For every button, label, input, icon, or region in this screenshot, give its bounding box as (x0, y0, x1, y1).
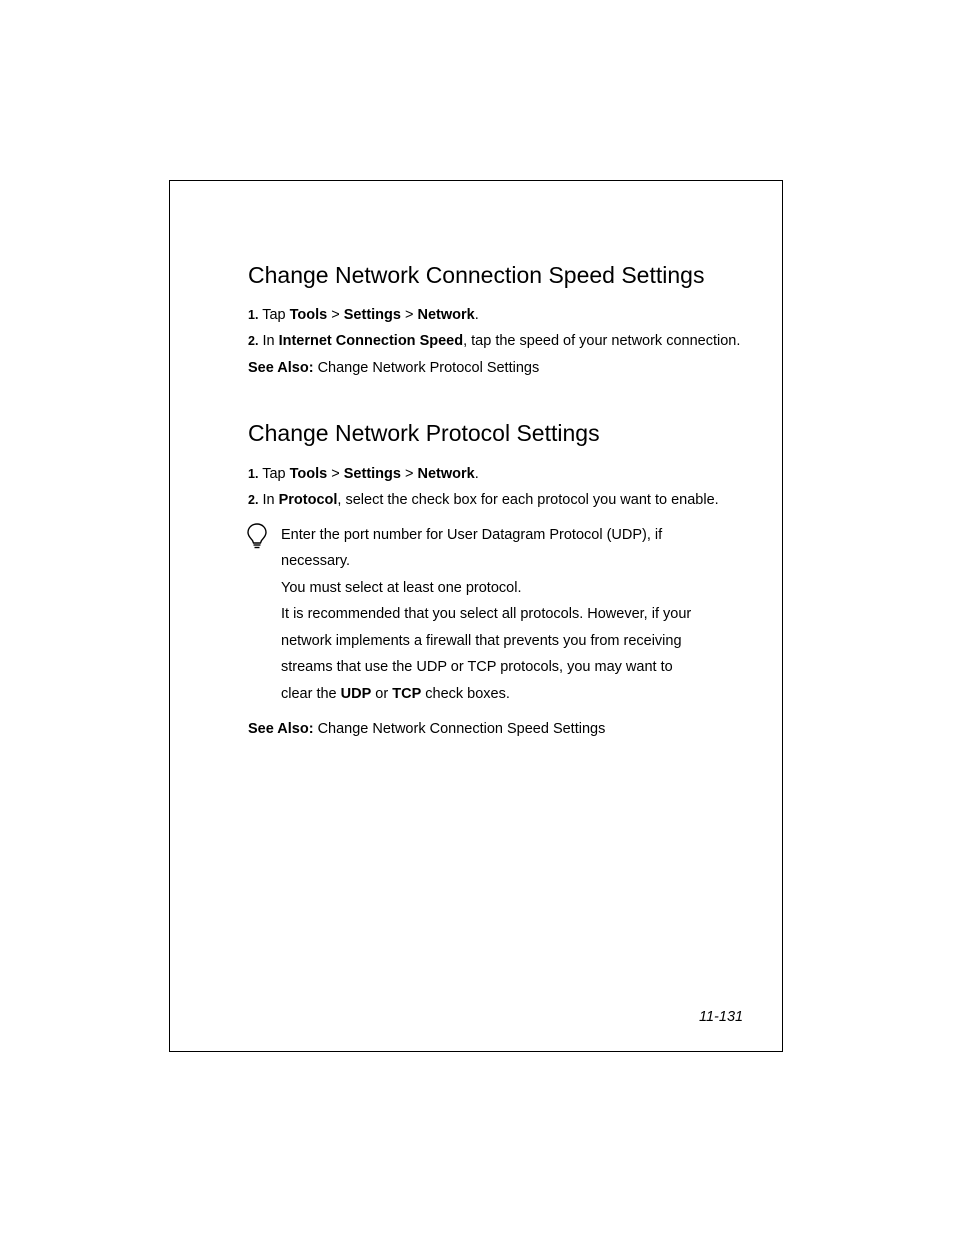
tip-line: necessary. (281, 553, 351, 569)
tip-line: network implements a firewall that prevents you from receiving (281, 633, 682, 649)
step-2-connection-speed: 2. In Internet Connection Speed, tap the speed of your network connection. (248, 333, 741, 349)
tip-line: It is recommended that you select all protocols. However, if your (281, 606, 692, 622)
see-also-connection-speed: See Also: Change Network Protocol Settings (248, 360, 540, 376)
step-1-protocol: 1. Tap Tools > Settings > Network. (248, 466, 479, 482)
page-number: 11-131 (699, 1009, 744, 1025)
step-1-connection-speed: 1. Tap Tools > Settings > Network. (248, 307, 479, 323)
step-2-protocol: 2. In Protocol, select the check box for each protocol you want to enable. (248, 492, 719, 508)
tip-line: streams that use the UDP or TCP protocols, you may want to (281, 659, 673, 675)
section-title-connection-speed: Change Network Connection Speed Settings (248, 262, 705, 288)
tip-line: Enter the port number for User Datagram Protocol (UDP), if (281, 527, 663, 543)
section-title-protocol: Change Network Protocol Settings (248, 420, 600, 446)
lightbulb-icon (246, 522, 268, 550)
tip-line-last: clear the UDP or TCP check boxes. (281, 686, 510, 702)
see-also-protocol: See Also: Change Network Connection Speed Settings (248, 721, 606, 737)
see-also-link[interactable]: Change Network Protocol Settings (313, 360, 540, 376)
see-also-link[interactable]: Change Network Connection Speed Settings (313, 721, 606, 737)
tip-line: You must select at least one protocol. (281, 580, 522, 596)
